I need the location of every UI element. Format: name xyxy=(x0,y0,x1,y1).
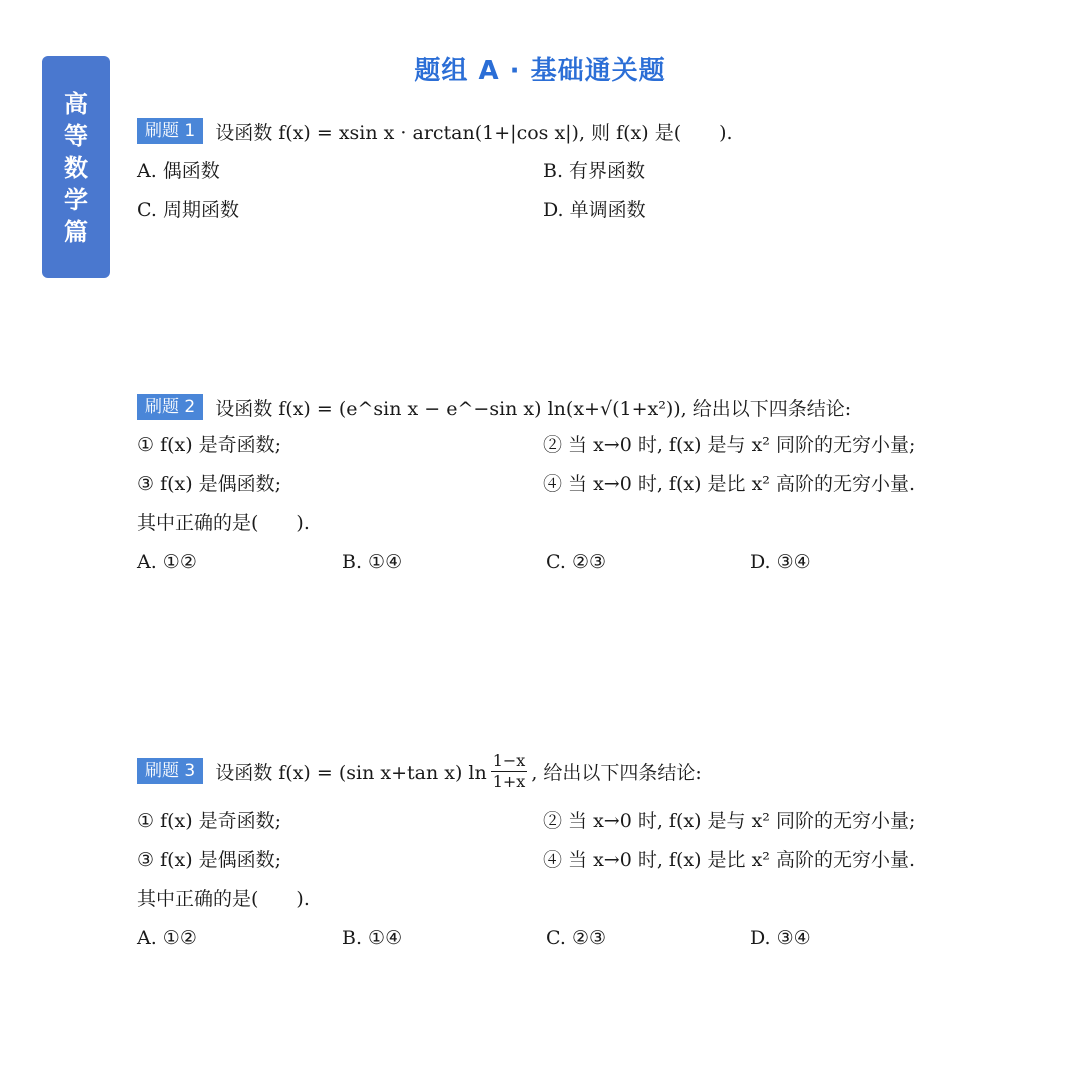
problem-badge: 刷题 2 xyxy=(137,394,203,420)
option-b: B. ①④ xyxy=(342,551,403,573)
conclusion-1: ① f(x) 是奇函数; xyxy=(137,434,282,456)
side-tab-char: 篇 xyxy=(64,218,88,246)
fraction xyxy=(491,751,528,792)
problem-2 xyxy=(137,392,997,582)
problem-1 xyxy=(137,116,997,230)
conclusion-row xyxy=(137,465,997,504)
option-c: C. ②③ xyxy=(546,927,607,949)
option-row xyxy=(137,152,997,191)
question-row xyxy=(137,880,997,919)
conclusion-1: ① f(x) 是奇函数; xyxy=(137,810,282,832)
problem-stem xyxy=(137,116,997,146)
option-a: A. ①② xyxy=(137,927,197,949)
problem-badge: 刷题 1 xyxy=(137,118,203,144)
side-tab-char: 学 xyxy=(64,186,88,214)
question-row xyxy=(137,504,997,543)
question-text: 其中正确的是( ). xyxy=(137,512,310,534)
problem-stem-text-pre: 设函数 f(x) = (sin x+tan x) ln xyxy=(215,761,487,784)
option-b: B. 有界函数 xyxy=(543,160,646,182)
side-tab-char: 数 xyxy=(64,154,88,182)
option-a: A. 偶函数 xyxy=(137,160,220,182)
problem-stem-text: 设函数 f(x) = xsin x · arctan(1+|cos x|), 则 f(x) 是( ). xyxy=(215,121,733,144)
problem-stem-text-post: , 给出以下四条结论: xyxy=(531,761,702,784)
fraction-denominator: 1+x xyxy=(492,771,526,791)
conclusion-3: ③ f(x) 是偶函数; xyxy=(137,473,282,495)
conclusion-2: ② 当 x→0 时, f(x) 是与 x² 同阶的无穷小量; xyxy=(543,810,916,832)
side-tab-char: 高 xyxy=(64,90,88,118)
option-d: D. ③④ xyxy=(750,927,811,949)
option-a: A. ①② xyxy=(137,551,197,573)
conclusion-3: ③ f(x) 是偶函数; xyxy=(137,849,282,871)
problem-3 xyxy=(137,748,997,958)
option-row xyxy=(137,543,997,582)
conclusion-row xyxy=(137,802,997,841)
problem-stem-text: 设函数 f(x) = (e^sin x − e^−sin x) ln(x+√(1+x²)), 给出以下四条结论: xyxy=(215,397,852,420)
option-b: B. ①④ xyxy=(342,927,403,949)
conclusion-row xyxy=(137,426,997,465)
conclusion-4: ④ 当 x→0 时, f(x) 是比 x² 高阶的无穷小量. xyxy=(543,849,915,871)
fraction-numerator: 1−x xyxy=(492,750,526,770)
option-d: D. ③④ xyxy=(750,551,811,573)
chapter-side-tab xyxy=(42,56,110,278)
problem-stem xyxy=(137,392,997,422)
conclusion-4: ④ 当 x→0 时, f(x) 是比 x² 高阶的无穷小量. xyxy=(543,473,915,495)
conclusion-row xyxy=(137,841,997,880)
problem-stem xyxy=(137,748,997,794)
side-tab-char: 等 xyxy=(64,122,88,150)
problem-badge: 刷题 3 xyxy=(137,758,203,784)
option-row xyxy=(137,919,997,958)
option-c: C. ②③ xyxy=(546,551,607,573)
option-d: D. 单调函数 xyxy=(543,199,646,221)
option-c: C. 周期函数 xyxy=(137,199,239,221)
question-text: 其中正确的是( ). xyxy=(137,888,310,910)
section-title: 题组 A · 基础通关题 xyxy=(414,56,666,86)
conclusion-2: ② 当 x→0 时, f(x) 是与 x² 同阶的无穷小量; xyxy=(543,434,916,456)
option-row xyxy=(137,191,997,230)
